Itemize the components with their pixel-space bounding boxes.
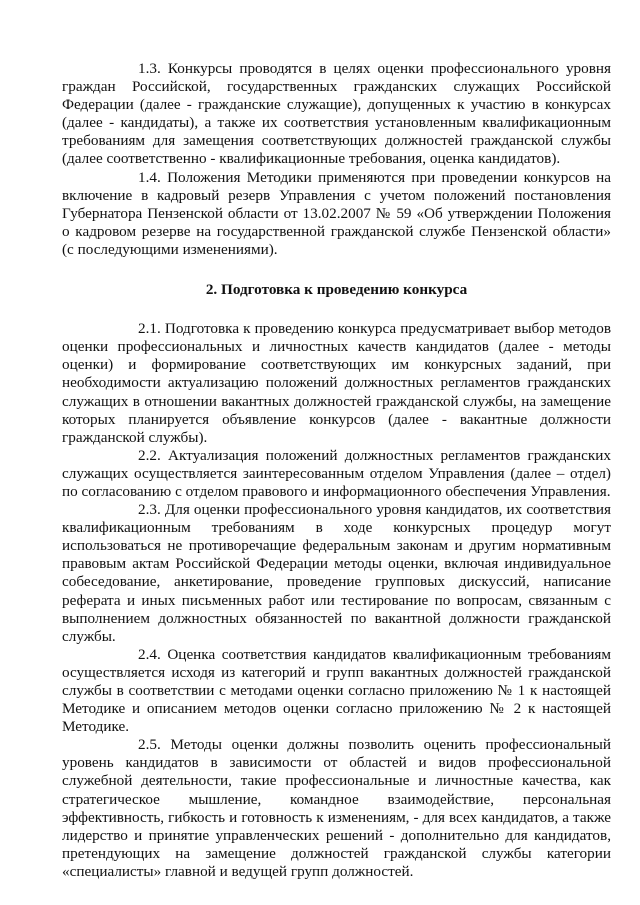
section-heading: 2. Подготовка к проведению конкурса [205,281,468,299]
paragraph-text: Для оценки профессионального уровня кандидатов, их соответствия квалификационным требованиям в ходе конкурсных процедур могут использоваться не противоречащие федеральным законам и другим нормативным правовым актам Российской Федерации методы оценки, включая индивидуальное собеседование, анкетирование, проведение групповых дискуссий, написание реферата и иных письменных работ или тестирование по вопросам, связанным с выполнением должностных обязанностей по вакантной должности гражданской службы. [62,501,611,645]
paragraph-text: Подготовка к проведению конкурса предусматривает выбор методов оценки профессиональных и личностных качеств кандидатов (далее - методы оценки) и формирование соответствующих им конкурсных заданий, при необходимости актуализацию положений должностных регламентов гражданских служащих в отношении вакантных должностей гражданской службы, на замещение которых планируется объявление конкурсов (далее - вакантные должности гражданской службы). [62,320,611,446]
paragraph-number: 1.4. [138,168,161,186]
paragraph-text: Оценка соответствия кандидатов квалификационным требованиям осуществляется исходя из категорий и групп вакантных должностей гражданской службы в соответствии с методами оценки согласно приложению № 1 к настоящей Методике и описанием методов оценки согласно приложению № 2 к настоящей Методике. [62,645,611,736]
paragraph-2-1 [62,320,611,447]
paragraph-2-5 [62,736,611,881]
paragraph-text: Актуализация положений должностных регламентов гражданских служащих осуществляется заинтересованным отделом Управления (далее – отдел) по согласованию с отделом правового и информационного обеспечения Управления. [62,446,612,500]
paragraph-number: 2.4. [138,645,161,663]
paragraph-text: Положения Методики применяются при проведении конкурсов на включение в кадровый резерв Управления с учетом положений постановления Губернатора Пензенской области от 13.02.2007 № 59 «Об утверждении Положения о кадровом резерве на государственной гражданской службе Пензенской области» (с последующими изменениями). [62,168,611,258]
document-body [62,60,611,881]
paragraph-number: 1.3. [138,60,161,77]
paragraph-number: 2.3. [138,501,161,519]
paragraph-2-4 [62,646,611,736]
paragraph-1-4 [62,169,611,259]
paragraph-2-3 [62,501,611,646]
paragraph-text: Конкурсы проводятся в целях оценки профессионального уровня граждан Российской, государственных гражданских служащих Российской Федерации (далее - гражданские служащие), допущенных к участию в конкурсах (далее - кандидаты), а также их соответствия установленным квалификационным требованиям для замещения соответствующих должностей гражданской службы (далее соответственно - квалификационные требования, оценка кандидатов). [62,60,612,168]
paragraph-text: Методы оценки должны позволить оценить профессиональный уровень кандидатов в зависимости от областей и видов профессиональной служебной деятельности, такие профессиональные и личностные качества, как стратегическое мышление, командное взаимодействие, персональная эффективность, гибкость и готовность к изменениям, - для всех кандидатов, а также лидерство и принятие управленческих решений - дополнительно для кандидатов, претендующих на замещение должностей гражданской службы категории «специалисты» главной и ведущей групп должностей. [62,736,611,880]
paragraph-2-2 [62,447,611,501]
paragraph-1-3 [62,60,611,169]
paragraph-number: 2.1. [138,320,161,338]
paragraph-number: 2.2. [138,446,161,464]
paragraph-number: 2.5. [138,736,161,754]
